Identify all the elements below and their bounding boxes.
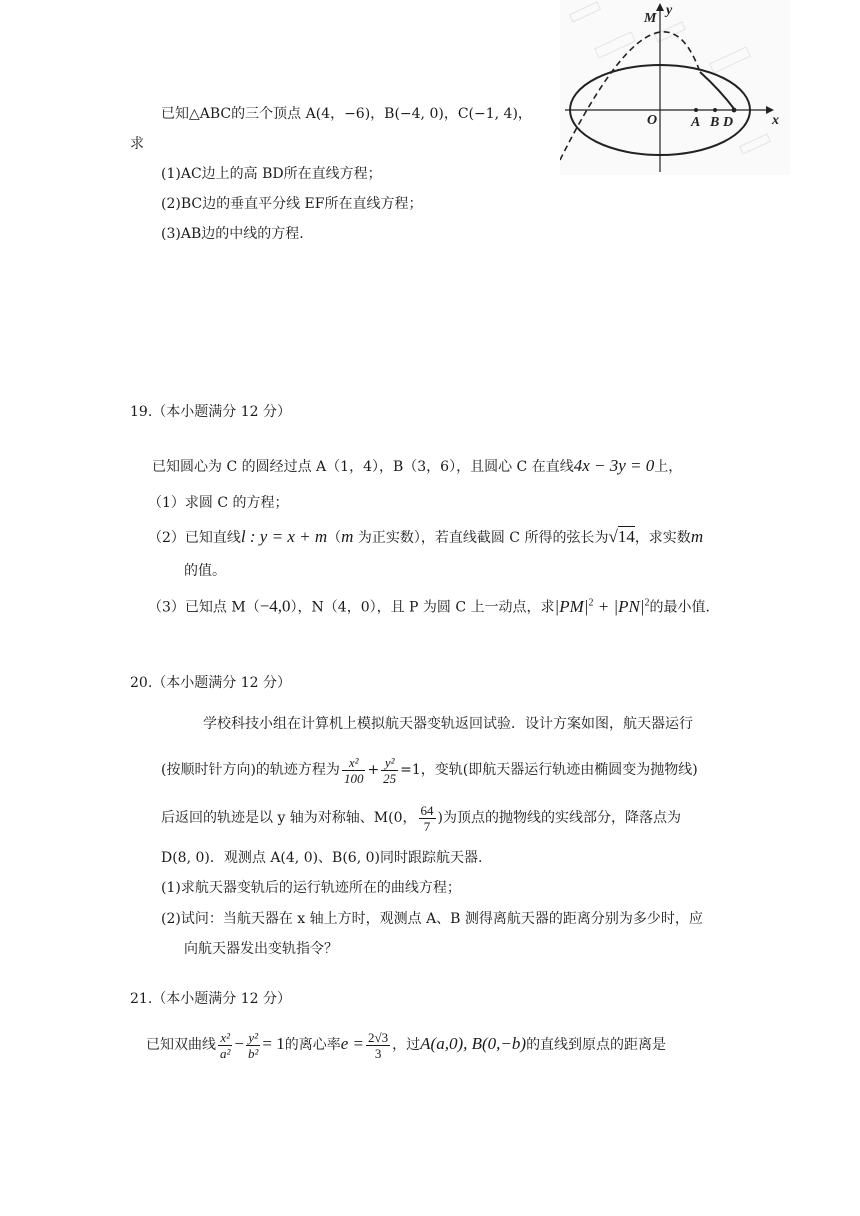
p21-e-lhs: e = [340, 1034, 365, 1053]
p20-l3 [161, 798, 681, 838]
p21-c: ，过 [392, 1037, 421, 1053]
p19-q3-m: −4,0 [259, 596, 291, 616]
point-b [713, 108, 717, 112]
p19-q2-end: 的值。 [184, 563, 226, 579]
p20-l4: D(8, 0)．观测点 A(4, 0)、B(6, 0)同时跟踪航天器. [161, 850, 483, 866]
label-m: M [644, 11, 657, 26]
p21-b: 的离心率 [284, 1037, 341, 1053]
p19-q2-d: ，求实数 [634, 530, 691, 546]
p19-q2-e: m [690, 527, 704, 546]
p21-frac-x [218, 1030, 232, 1061]
p21-frac-y [246, 1030, 260, 1061]
p20-frac-x-den: 100 [343, 770, 364, 786]
p20-frac-vertex-num: 64 [420, 802, 434, 818]
p19-q2-c: 为正实数），若直线截圆 C 所得的弦长为 [353, 530, 609, 546]
p21-frac-e-den: 3 [374, 1045, 382, 1061]
p20-l6: (2)试问：当航天器在 x 轴上方时，观测点 A、B 测得离航天器的距离分别为多少时，应 [161, 911, 703, 927]
label-x: x [772, 113, 779, 128]
p19-intro-b: 上， [654, 459, 683, 475]
p20-frac-vertex [419, 803, 436, 834]
p19-q1: （1）求圆 C 的方程； [148, 495, 289, 511]
p19-q2-a: （2）已知直线 [148, 530, 241, 546]
label-a: A [691, 115, 701, 130]
p20-frac-x [342, 755, 366, 786]
p18-intro: 已知△ABC的三个顶点 A(4，−6)，B(−4, 0)，C(−1, 4)， [161, 106, 532, 122]
p19-q2-radicand: 14 [617, 527, 635, 546]
p21-frac-x-den: a² [220, 1045, 231, 1061]
p20-l2-a: (按顺时针方向)的轨迹方程为 [161, 762, 340, 778]
p20-l3-b: )为顶点的抛物线的实线部分，降落点为 [437, 810, 681, 826]
p19-q2-sqrt: √14 [608, 527, 635, 546]
p20-frac-y-num: y² [381, 755, 398, 771]
p21-header: 21.（本小题满分 12 分） [130, 991, 291, 1007]
p21-minus: − [234, 1034, 244, 1053]
p19-q3-pm: PM [559, 596, 584, 616]
p18-q2: (2)BC边的垂直平分线 EF所在直线方程； [161, 196, 423, 212]
p19-intro [152, 456, 682, 477]
p21-a: 已知双曲线 [146, 1037, 216, 1053]
label-d: D [723, 115, 734, 130]
p19-q2-b: （ [327, 530, 342, 546]
point-a [694, 108, 698, 112]
p20-header: 20.（本小题满分 12 分） [130, 675, 291, 691]
p19-q2 [148, 527, 703, 548]
p19-q3-expr: $|PM|^2 + |PN|^2$ [554, 596, 650, 616]
ellipse-parabola-figure [560, 0, 790, 175]
p20-l2-b: =1，变轨(即航天器运行轨迹由椭圆变为抛物线) [400, 762, 698, 778]
p19-q3 [148, 593, 710, 618]
p21-line [146, 1022, 666, 1066]
p21-frac-e [366, 1030, 390, 1061]
p19-q3-a: （3）已知点 M（ [148, 599, 260, 616]
p19-q2-line: l : y = x + m [240, 527, 328, 546]
label-y: y [666, 3, 673, 18]
p19-q3-pn: PN [618, 596, 640, 616]
p20-l2: (按顺时针方向)的轨迹方程为 $\frac{\text{x²}}{100}$ + $\frac{\text{y²}}{25}$ =1，变轨(即航天器运行轨迹由椭圆变为抛物线) [161, 754, 698, 786]
p19-intro-a: 已知圆心为 C 的圆经过点 A（1，4），B（3，6），且圆心 C 在直线 [152, 459, 574, 475]
p21-d: 的直线到原点的距离是 [526, 1037, 667, 1053]
p19-q2-m: m [341, 527, 354, 546]
p21-frac-e-num: 2√3 [368, 1029, 389, 1045]
p21-frac-y-num: y² [246, 1030, 260, 1046]
p20-l1: 学校科技小组在计算机上模拟航天器变轨返回试验．设计方案如图，航天器运行 [203, 716, 693, 732]
p20-l5: (1)求航天器变轨后的运行轨迹所在的曲线方程； [161, 880, 461, 896]
label-b: B [710, 115, 720, 130]
p19-q3-b: ），N（4，0），且 P 为圆 C 上一动点，求 [290, 599, 555, 616]
point-d [732, 108, 737, 113]
p21-frac-x-num: x² [218, 1030, 232, 1046]
p20-l7: 向航天器发出变轨指令？ [184, 941, 338, 957]
p18-q1: (1)AC边上的高 BD所在直线方程； [161, 166, 382, 182]
p20-l3-a: 后返回的轨迹是以 y 轴为对称轴、M(0， [161, 810, 417, 826]
label-o: O [647, 113, 658, 128]
p19-line-equation: 4x − 3y = 0 [573, 456, 655, 475]
p20-frac-vertex-den: 7 [423, 818, 431, 834]
p20-frac-x-num: x² [342, 755, 366, 771]
p18-intro-end: 求 [130, 136, 144, 152]
p18-q3: (3)AB边的中线的方程. [161, 226, 304, 242]
p20-frac-y-den: 25 [383, 770, 397, 786]
p19-header: 19.（本小题满分 12 分） [130, 404, 291, 420]
p19-q3-c: 的最小值. [649, 599, 710, 616]
p21-eq1: = 1 [262, 1034, 285, 1053]
p20-frac-y [381, 755, 398, 786]
p21-points: A(a,0), B(0,−b) [420, 1034, 527, 1053]
p21-frac-y-den: b² [248, 1045, 259, 1061]
